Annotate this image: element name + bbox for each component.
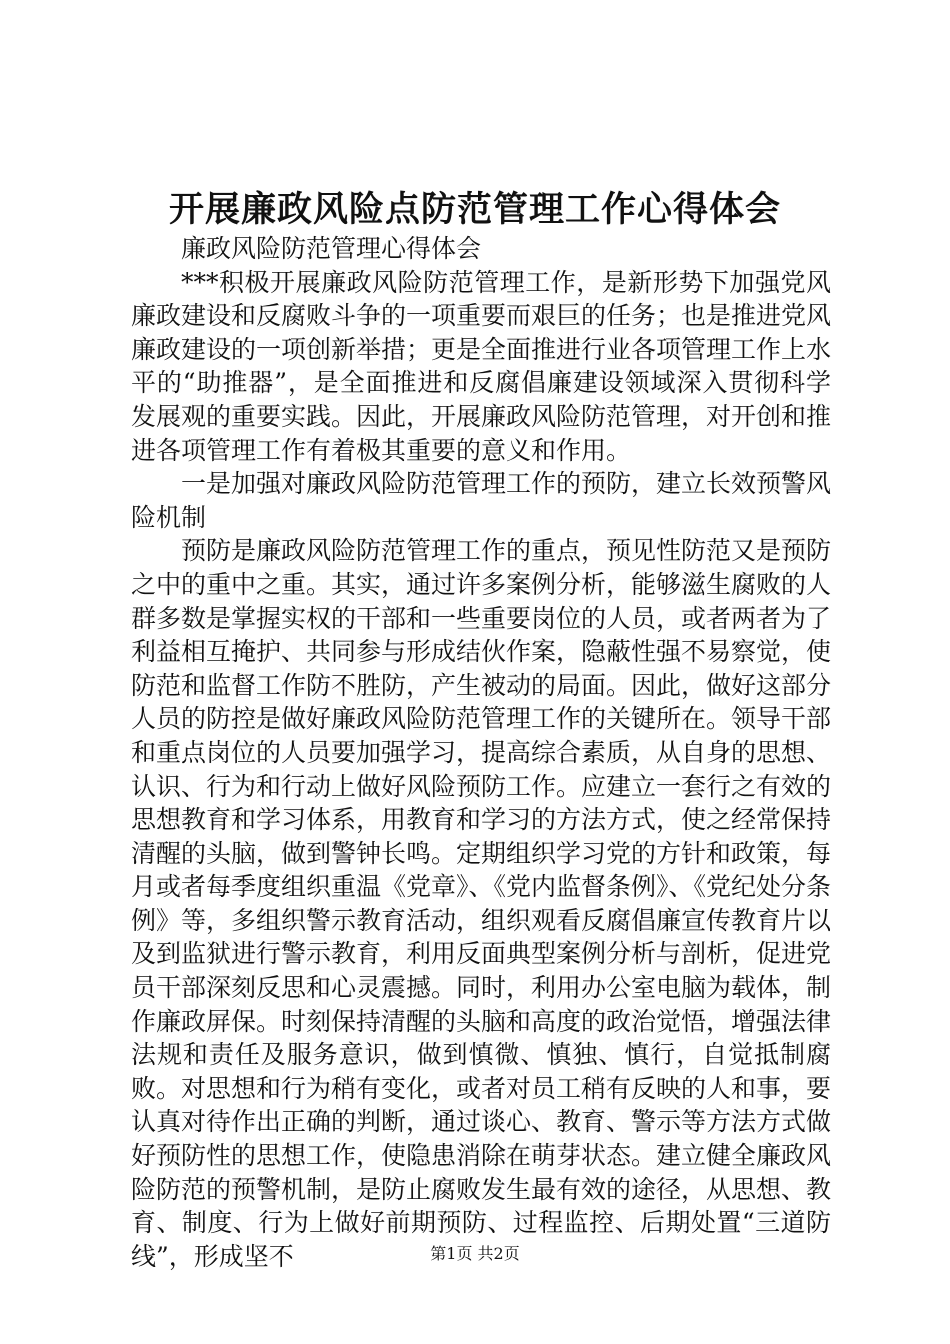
document-title: 开展廉政风险点防范管理工作心得体会 bbox=[168, 189, 781, 230]
intro-paragraph: ***积极开展廉政风险防范管理工作，是新形势下加强党风廉政建设和反腐败斗争的一项重要而艰巨的任务；也是推进党风廉政建设的一项创新举措；更是全面推进行业各项管理工作上水平的“助推器”，是全面推进和反腐倡廉建设领域深入贯彻科学发展观的重要实践。因此，开展廉政风险防范管理，对开创和推进各项管理工作有着极其重要的意义和作用。 bbox=[131, 267, 832, 465]
section-heading-paragraph: 一是加强对廉政风险防范管理工作的预防，建立长效预警风险机制 bbox=[131, 469, 832, 532]
page-number-footer: 第1页 共2页 bbox=[430, 1244, 520, 1263]
body-paragraph: 预防是廉政风险防范管理工作的重点，预见性防范又是预防之中的重中之重。其实，通过许多案例分析，能够滋生腐败的人群多数是掌握实权的干部和一些重要岗位的人员，或者两者为了利益相互掩护、共同参与形成结伙作案，隐蔽性强不易察觉，使防范和监督工作防不胜防，产生被动的局面。因此，做好这部分人员的防控是做好廉政风险防范管理工作的关键所在。领导干部和重点岗位的人员要加强学习，提高综合素质，从自身的思想、认识、行为和行动上做好风险预防工作。应建立一套行之有效的思想教育和学习体系，用教育和学习的方法方式，使之经常保持清醒的头脑，做到警钟长鸣。定期组织学习党的方针和政策，每月或者每季度组织重温《党章》、《党内监督条例》、《党纪处分条例》等，多组织警示教育活动，组织观看反腐倡廉宣传教育片以及到监狱进行警示教育，利用反面典型案例分析与剖析，促进党员干部深刻反思和心灵震撼。同时，利用办公室电脑为载体，制作廉政屏保。时刻保持清醒的头脑和高度的政治觉悟，增强法律法规和责任及服务意识，做到慎微、慎独、慎行，自觉抵制腐败。对思想和行为稍有变化，或者对员工稍有反映的人和事，要认真对待作出正确的判断，通过谈心、教育、警示等方法方式做好预防性的思想工作，使隐患消除在萌芽状态。建立健全廉政风险防范的预警机制，是防止腐败发生最有效的途径，从思想、教育、制度、行为上做好前期预防、过程监控、后期处置“三道防线”，形成坚不 bbox=[131, 536, 832, 1271]
document-body bbox=[131, 232, 831, 1273]
subtitle-paragraph: 廉政风险防范管理心得体会 bbox=[181, 234, 482, 263]
